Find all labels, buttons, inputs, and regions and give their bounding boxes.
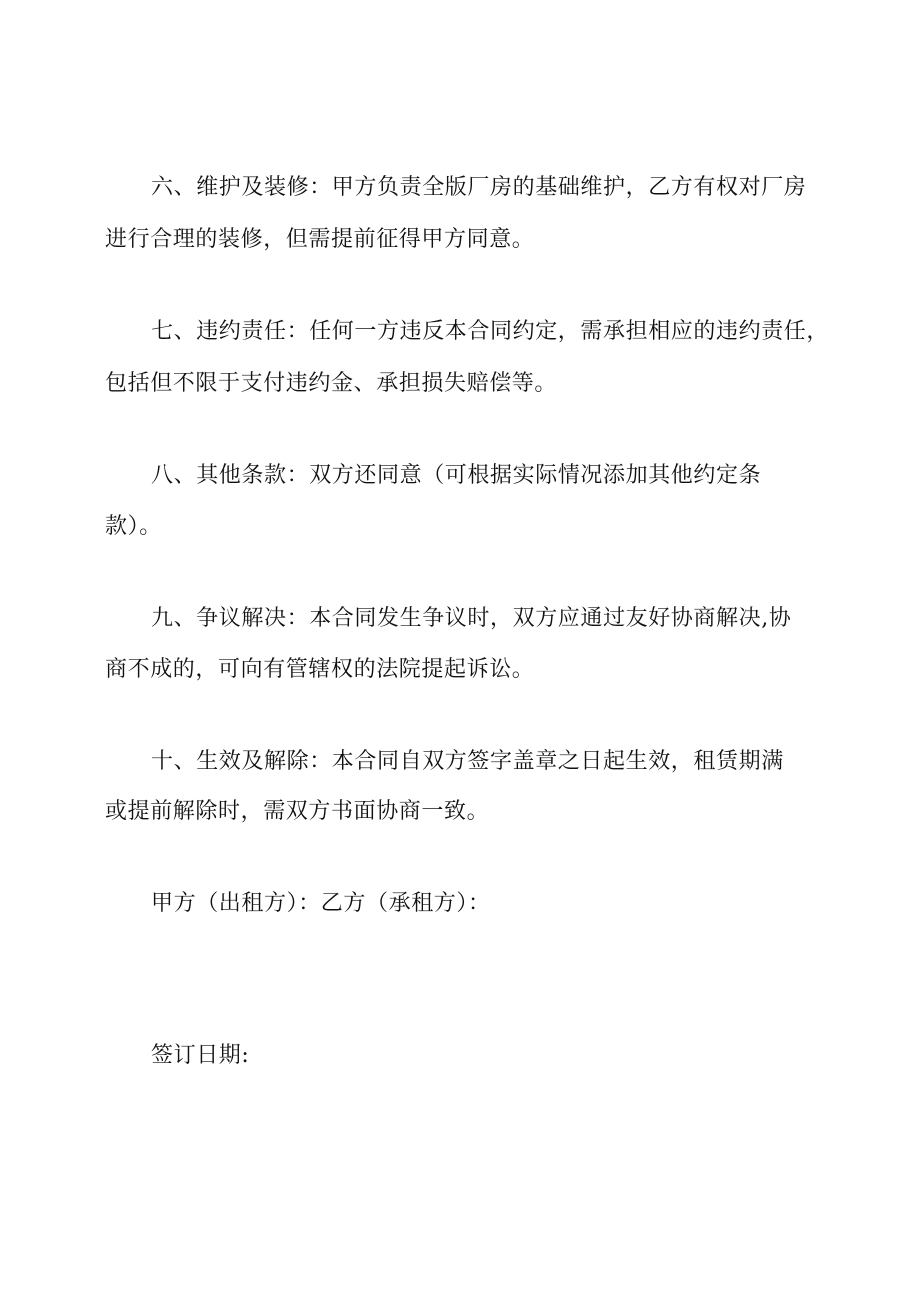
clause-10-line-2: 或提前解除时，需双方书面协商一致。 xyxy=(105,799,490,824)
clause-6-line-2: 进行合理的装修，但需提前征得甲方同意。 xyxy=(105,227,535,252)
clause-8-line-1: 八、其他条款：双方还同意（可根据实际情况添加其他约定条 xyxy=(151,463,762,488)
clause-6-line-1: 六、维护及装修：甲方负责全版厂房的基础维护，乙方有权对厂房 xyxy=(151,175,807,200)
clause-7-line-2: 包括但不限于支付违约金、承担损失赔偿等。 xyxy=(105,371,558,396)
clause-9-line-1: 九、争议解决：本合同发生争议时，双方应通过友好协商解决,协 xyxy=(151,606,792,631)
clause-9-line-2: 商不成的，可向有管辖权的法院提起诉讼。 xyxy=(105,657,535,682)
clause-7-line-1: 七、违约责任：任何一方违反本合同约定，需承担相应的违约责任， xyxy=(151,319,830,344)
sign-date-label: 签订日期: xyxy=(151,1043,250,1068)
clause-8-line-2: 款）。 xyxy=(105,514,162,539)
parties-signature-line: 甲方（出租方）：乙方（承租方）： xyxy=(151,891,491,916)
clause-10-line-1: 十、生效及解除：本合同自双方签字盖章之日起生效，租赁期满 xyxy=(151,749,784,774)
